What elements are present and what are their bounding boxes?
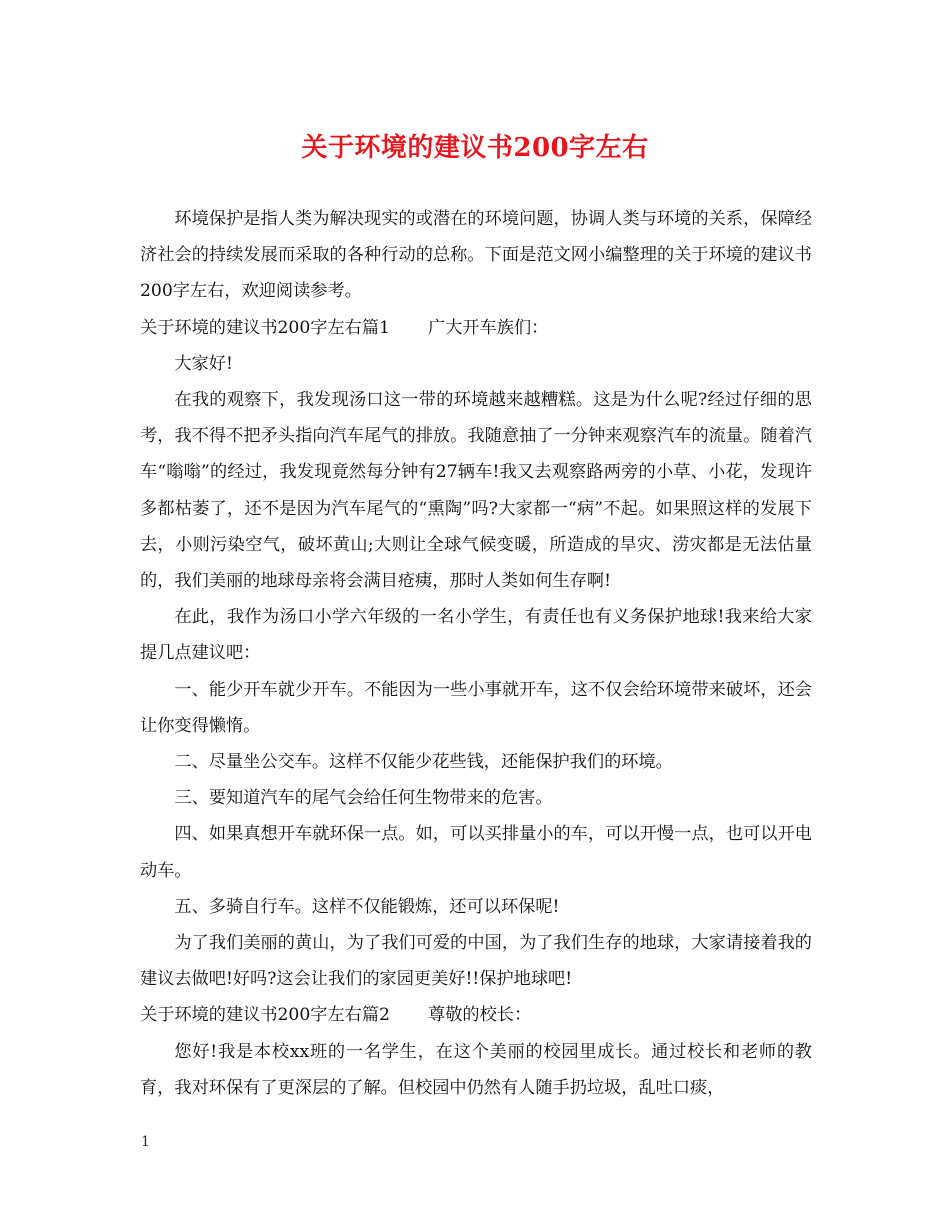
- section-heading: [140, 310, 812, 346]
- salutation: 广大开车族们：: [428, 317, 549, 338]
- suggestion-item: 五、多骑自行车。这样不仅能锻炼，还可以环保呢!: [174, 896, 560, 917]
- salutation: 尊敬的校长：: [428, 1005, 532, 1026]
- section-title-text: 关于环境的建议书200字左右篇2: [140, 1005, 390, 1026]
- suggestion-item: 四、如果真想开车就环保一点。如，可以买排量小的车，可以开慢一点，也可以开电动车。: [140, 824, 812, 881]
- section-title-text: 关于环境的建议书200字左右篇1: [140, 317, 390, 338]
- greeting: 大家好!: [174, 353, 233, 374]
- suggestion-item: 一、能少开车就少开车。不能因为一些小事就开车，这不仅会给环境带来破坏，还会让你变得懒惰。: [140, 679, 812, 736]
- document-title: 关于环境的建议书200字左右: [301, 133, 649, 163]
- page-number: 1: [141, 1134, 150, 1150]
- suggestion-item: 二、尽量坐公交车。这样不仅能少花些钱，还能保护我们的环境。: [174, 752, 673, 773]
- paragraph: 您好!我是本校xx班的一名学生，在这个美丽的校园里成长。通过校长和老师的教育，我对环保有了更深层的了解。但校园中仍然有人随手扔垃圾，乱吐口痰，: [140, 1041, 812, 1098]
- paragraph: 为了我们美丽的黄山，为了我们可爱的中国，为了我们生存的地球，大家请接着我的建议去做吧!好吗?这会让我们的家园更美好!!保护地球吧!: [140, 933, 812, 990]
- intro-paragraph: 环境保护是指人类为解决现实的或潜在的环境问题，协调人类与环境的关系，保障经济社会的持续发展而采取的各种行动的总称。下面是范文网小编整理的关于环境的建议书200字左右，欢迎阅读参考。: [140, 209, 812, 302]
- document-body: [140, 201, 812, 1106]
- section-heading: [140, 997, 812, 1033]
- suggestion-item: 三、要知道汽车的尾气会给任何生物带来的危害。: [174, 788, 553, 809]
- paragraph: 在我的观察下，我发现汤口这一带的环境越来越糟糕。这是为什么呢?经过仔细的思考，我不得不把矛头指向汽车尾气的排放。我随意抽了一分钟来观察汽车的流量。随着汽车“嗡嗡”的经过，我发现竟然每分钟有27辆车!我又去观察路两旁的小草、小花，发现许多都枯萎了，还不是因为汽车尾气的“熏陶”吗?大家都一“病”不起。如果照这样的发展下去，小则污染空气，破坏黄山;大则让全球气候变暖，所造成的旱灾、涝灾都是无法估量的，我们美丽的地球母亲将会满目疮痍，那时人类如何生存啊!: [140, 390, 812, 592]
- paragraph: 在此，我作为汤口小学六年级的一名小学生，有责任也有义务保护地球!我来给大家提几点建议吧：: [140, 607, 812, 664]
